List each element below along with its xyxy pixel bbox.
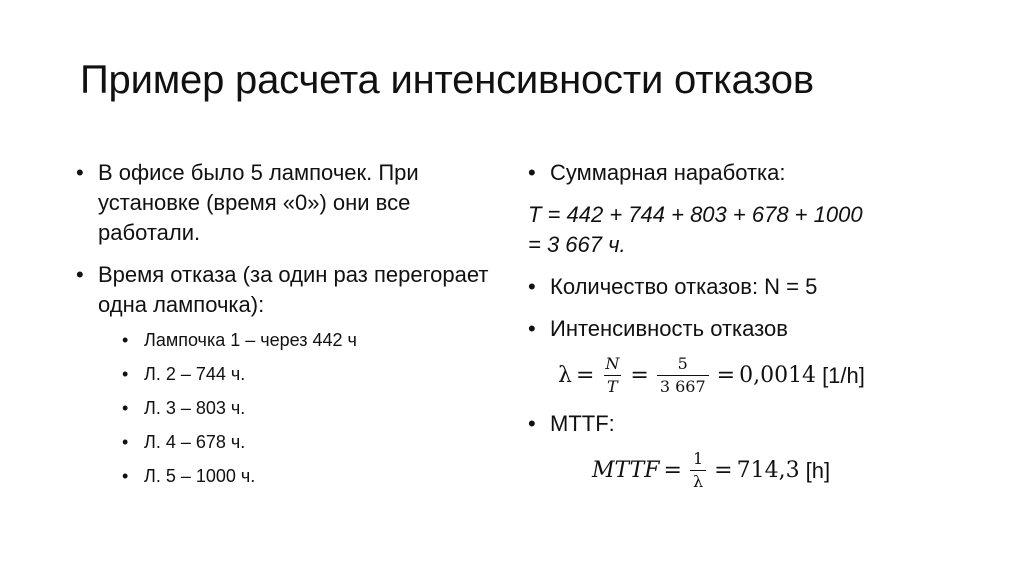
- list-item: [528, 272, 948, 302]
- slide-title: Пример расчета интенсивности отказов: [80, 58, 814, 102]
- list-item: [528, 158, 948, 188]
- equals-sign: =: [714, 458, 733, 483]
- list-item: [528, 314, 948, 344]
- equals-sign: =: [716, 363, 736, 388]
- sub-list-item-text: Лампочка 1 – через 442 ч: [144, 330, 357, 350]
- sub-list-item-text: Л. 3 – 803 ч.: [144, 398, 246, 418]
- lambda-symbol: λ: [558, 363, 572, 388]
- list-item-text: Суммарная наработка:: [550, 160, 786, 185]
- list-item-text: Количество отказов: N = 5: [550, 274, 818, 299]
- fraction-5-over-3667: [657, 356, 709, 395]
- sum-line-2: = 3 667 ч.: [528, 232, 626, 257]
- total-operating-time-formula: [528, 200, 948, 260]
- sub-list-item-text: Л. 4 – 678 ч.: [144, 432, 246, 452]
- mttf-formula: [528, 451, 948, 490]
- mttf-value: 714,3: [736, 458, 800, 483]
- sub-list-item-text: Л. 2 – 744 ч.: [144, 364, 246, 384]
- fraction-denominator: 3 667: [657, 375, 709, 395]
- mttf-symbol: MTTF: [592, 458, 660, 483]
- bullet-icon: •: [76, 160, 84, 185]
- fraction-denominator: λ: [690, 470, 706, 490]
- bullet-icon: •: [122, 466, 129, 486]
- list-item: [528, 409, 948, 439]
- bullet-icon: •: [122, 432, 129, 452]
- bullet-icon: •: [122, 330, 129, 350]
- list-item-text: Интенсивность отказов: [550, 316, 788, 341]
- right-column: [528, 158, 948, 504]
- fraction-1-over-lambda: [690, 451, 706, 490]
- sub-list-item: [122, 328, 506, 352]
- bullet-icon: •: [528, 411, 536, 436]
- bullet-icon: •: [528, 160, 536, 185]
- fraction-numerator: 1: [692, 449, 704, 468]
- sub-list-item: [122, 362, 506, 386]
- list-item-text: В офисе было 5 лампочек. При установке (время «0») они все работали.: [98, 160, 419, 245]
- failure-rate-unit: [1/h]: [822, 362, 865, 388]
- equals-sign: =: [575, 363, 595, 388]
- bullet-icon: •: [528, 316, 536, 341]
- list-item-text: MTTF:: [550, 411, 615, 436]
- list-item: [76, 158, 506, 248]
- fraction-denominator: T: [604, 375, 621, 395]
- bullet-icon: •: [76, 262, 84, 287]
- sub-list-item-text: Л. 5 – 1000 ч.: [144, 466, 256, 486]
- sub-list-item: [122, 430, 506, 454]
- fraction-numerator: 5: [677, 354, 688, 373]
- bullet-icon: •: [122, 364, 129, 384]
- failure-rate-value: 0,0014: [739, 363, 817, 388]
- bullet-icon: •: [528, 274, 536, 299]
- fraction-n-over-t: [602, 356, 622, 395]
- list-item-text: Время отказа (за один раз перегорает одна лампочка):: [98, 262, 489, 317]
- mttf-unit: [h]: [805, 457, 831, 483]
- failure-rate-formula: [528, 356, 948, 395]
- sub-list-item: [122, 396, 506, 420]
- left-column: [76, 158, 506, 500]
- fraction-numerator: N: [605, 354, 620, 373]
- equals-sign: =: [630, 363, 649, 388]
- bullet-icon: •: [122, 398, 129, 418]
- sub-list: [98, 328, 506, 488]
- list-item: [76, 260, 506, 488]
- equals-sign: =: [663, 458, 682, 483]
- sum-line-1: T = 442 + 744 + 803 + 678 + 1000: [528, 202, 863, 227]
- sub-list-item: [122, 464, 506, 488]
